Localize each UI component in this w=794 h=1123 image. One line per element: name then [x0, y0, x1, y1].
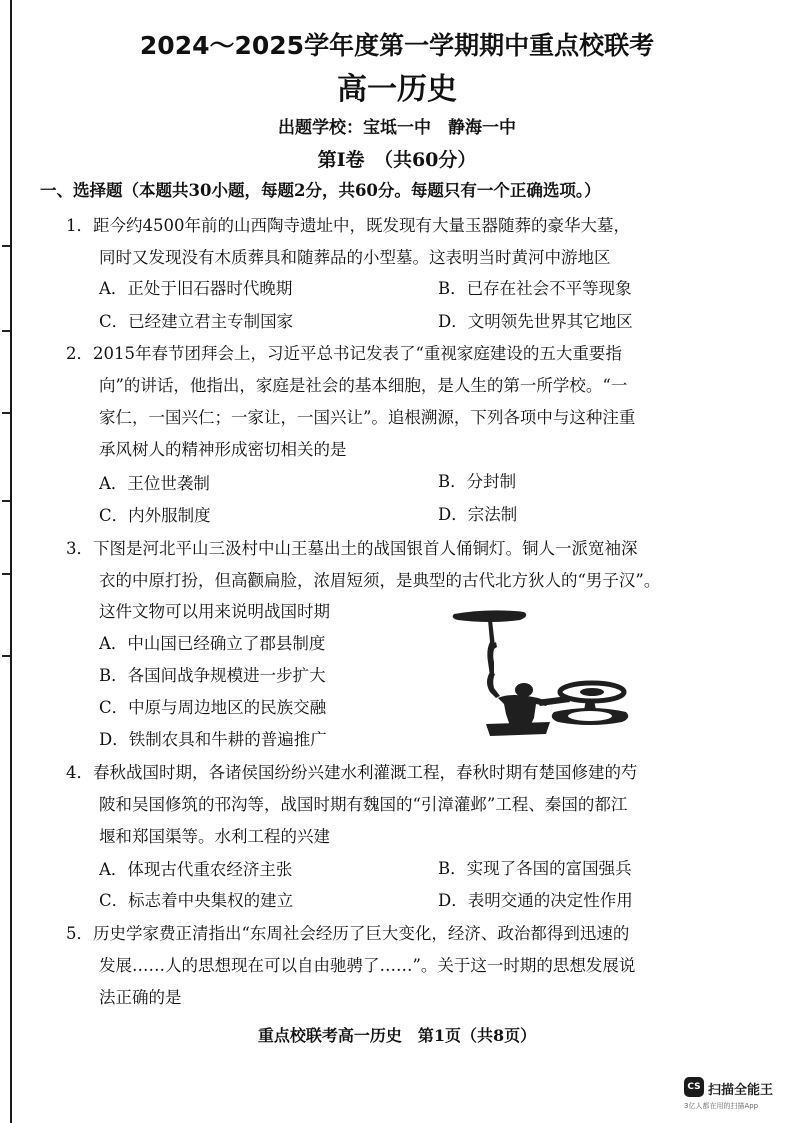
q3-stem-line: 3．下图是河北平山三汲村中山王墓出土的战国银首人俑铜灯。铜人一派宽袖深: [66, 539, 638, 558]
q2-stem-line: 向”的讲话，他指出，家庭是社会的基本细胞，是人生的第一所学校。“一: [99, 376, 628, 395]
margin-tick: [2, 655, 10, 657]
q4-stem-line: 堰和郑国渠等。水利工程的兴建: [99, 827, 330, 846]
margin-tick: [2, 500, 10, 502]
exam-title: 2024～2025学年度第一学期期中重点校联考: [139, 31, 655, 60]
q1-option-a: A．正处于旧石器时代晚期: [99, 279, 293, 298]
q2-stem-line: 承风树人的精神形成密切相关的是: [99, 440, 347, 459]
q3-option-b: B．各国间战争规模进一步扩大: [99, 666, 326, 685]
q2-option-c: C．内外服制度: [99, 506, 211, 525]
q5-stem-line: 5．历史学家费正清指出“东周社会经历了巨大变化，经济、政治都得到迅速的: [66, 924, 630, 943]
scanner-app-name: 扫描全能王: [708, 1083, 774, 1098]
margin-tick: [2, 245, 10, 247]
margin-tick: [2, 412, 10, 414]
q3-option-a: A．中山国已经确立了郡县制度: [99, 634, 326, 653]
q1-option-d: D．文明领先世界其它地区: [438, 312, 633, 331]
q4-option-b: B．实现了各国的富国强兵: [438, 859, 632, 878]
margin-tick: [2, 573, 10, 575]
q4-stem-line: 4．春秋战国时期，各诸侯国纷纷兴建水利灌溉工程，春秋时期有楚国修建的芍: [66, 763, 638, 782]
page-footer: 重点校联考高一历史 第1页（共8页）: [257, 1026, 537, 1045]
q1-stem-line: 1．距今约4500年前的山西陶寺遗址中，既发现有大量玉器随葬的豪华大墓，: [66, 216, 630, 235]
q4-option-a: A．体现古代重农经济主张: [99, 860, 293, 879]
q3-stem-line: 这件文物可以用来说明战国时期: [99, 602, 330, 621]
setter-schools: 出题学校：宝坻一中 静海一中: [278, 118, 516, 138]
q4-option-c: C．标志着中央集权的建立: [99, 891, 294, 910]
volume-heading: 第Ⅰ卷 （共60分）: [317, 149, 477, 171]
q1-stem-line: 同时又发现没有木质葬具和随葬品的小型墓。这表明当时黄河中游地区: [99, 248, 611, 267]
scanner-logo-icon: CS: [684, 1077, 704, 1097]
q2-stem-line: 2．2015年春节团拜会上，习近平总书记发表了“重视家庭建设的五大重要指: [66, 344, 622, 363]
subject-title: 高一历史: [337, 72, 457, 107]
q3-option-c: C．中原与周边地区的民族交融: [99, 698, 327, 717]
scanner-tagline: 3亿人都在用的扫描App: [684, 1102, 759, 1110]
q2-option-b: B．分封制: [438, 472, 517, 491]
q1-option-c: C．已经建立君主专制国家: [99, 312, 294, 331]
q2-option-a: A．王位世袭制: [99, 474, 210, 493]
q3-option-d: D．铁制农具和牛耕的普遍推广: [99, 730, 327, 749]
q5-stem-line: 发展……人的思想现在可以自由驰骋了……”。关于这一时期的思想发展说: [99, 956, 636, 975]
scanner-watermark: [684, 1077, 784, 1113]
q4-option-d: D．表明交通的决定性作用: [438, 891, 633, 910]
q2-stem-line: 家仁，一国兴仁；一家让，一国兴让”。追根溯源，下列各项中与这种注重: [99, 408, 636, 427]
q1-option-b: B．已存在社会不平等现象: [438, 279, 632, 298]
q2-option-d: D．宗法制: [438, 505, 518, 524]
q3-stem-line: 衣的中原打扮，但高颧扁脸，浓眉短须，是典型的古代北方狄人的“男子汉”。: [99, 571, 661, 590]
margin-tick: [2, 330, 10, 332]
bronze-lamp-figure: [450, 606, 635, 746]
section-instruction: 一、选择题（本题共30小题，每题2分，共60分。每题只有一个正确选项。）: [40, 181, 601, 200]
q5-stem-line: 法正确的是: [99, 988, 182, 1007]
q4-stem-line: 陂和吴国修筑的邗沟等，战国时期有魏国的“引漳灌邺”工程、秦国的都江: [99, 795, 628, 814]
